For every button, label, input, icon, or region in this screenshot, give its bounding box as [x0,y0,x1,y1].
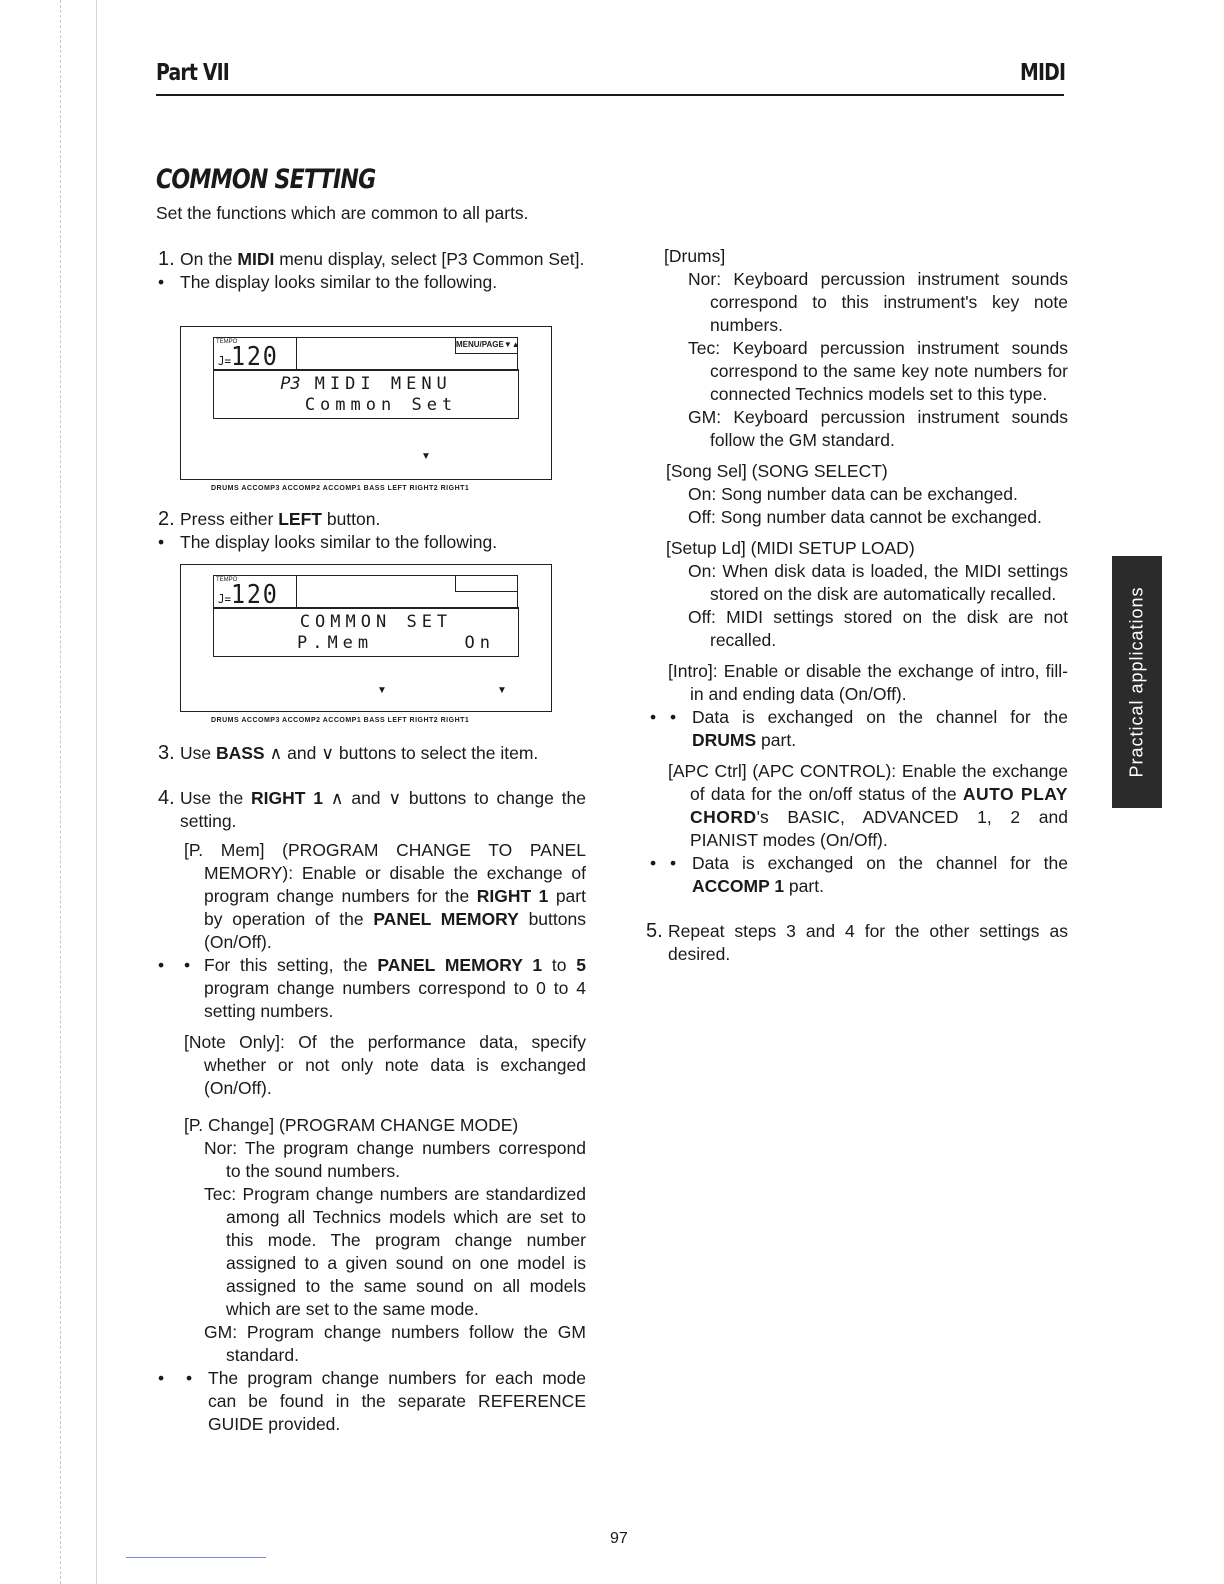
step-2-bullet: • The display looks similar to the following. [156,531,586,554]
step-4: 4. Use the RIGHT 1 ∧ and ∨ buttons to change the setting. [158,787,586,831]
lcd-main-area [213,607,519,657]
down-arrow-icon: ▼ [421,451,431,462]
menu-page-indicator: MENU/PAGE▼▲ [455,337,518,354]
step-1-bullet: • The display looks similar to the following. [156,271,586,294]
step-2: 2. Press either LEFT button. [158,508,381,530]
pchange-gm: GM: Program change numbers follow the GM standard. [204,1322,586,1365]
pchange-heading: [P. Change] (PROGRAM CHANGE MODE) [184,1115,519,1135]
part-labels: DRUMS ACCOMP3 ACCOMP2 ACCOMP1 BASS LEFT RIGHT2 RIGHT1 [211,717,470,724]
page-number: 97 [610,1530,628,1547]
page-indicator: P3 [280,374,301,394]
left-column-step2 [156,508,586,554]
tempo-value: 120 [231,580,279,610]
header-rule [156,94,1064,96]
apc-bullet: • • Data is exchanged on the channel for the ACCOMP 1 part. [648,852,1068,898]
step-5: 5. Repeat steps 3 and 4 for the other settings as desired. [646,920,1068,964]
section-title: COMMON SETTING [156,164,376,195]
drums-gm: GM: Keyboard percussion instrument sounds follow the GM standard. [688,407,1068,450]
lcd-display-midi-menu [180,326,552,492]
step-3: 3. Use BASS ∧ and ∨ buttons to select the item. [158,742,539,764]
song-sel-off: Off: Song number data cannot be exchanged. [688,507,1042,527]
intro-item-bullet: • • Data is exchanged on the channel for the DRUMS part. [648,706,1068,752]
intro-item-description: [Intro]: Enable or disable the exchange of intro, fill-in and ending data (On/Off). [668,661,1068,704]
side-tab [1112,556,1162,808]
step-1: 1. On the MIDI menu display, select [P3 Common Set]. [158,248,585,270]
setup-ld-off: Off: MIDI settings stored on the disk are not recalled. [688,607,1068,650]
lcd-line-1: MIDI MENU [314,374,452,394]
pchange-nor: Nor: The program change numbers correspond to the sound numbers. [204,1138,586,1181]
pmem-description: [P. Mem] (PROGRAM CHANGE TO PANEL MEMORY): Enable or disable the exchange of program change numbers for the RIGHT 1 part by operation of the PANEL MEMORY buttons (On/Off). [184,840,586,952]
song-sel-heading: [Song Sel] (SONG SELECT) [666,461,888,481]
setup-ld-on: On: When disk data is loaded, the MIDI settings stored on the disk are automatically recalled. [688,561,1068,604]
binding-guide-line [60,0,61,1584]
drums-nor: Nor: Keyboard percussion instrument sounds correspond to this instrument's key note numbers. [688,269,1068,335]
setup-ld-heading: [Setup Ld] (MIDI SETUP LOAD) [666,538,915,558]
lcd-line-1: COMMON SET [299,612,453,632]
lcd-display-common-set [180,564,552,724]
part-labels: DRUMS ACCOMP3 ACCOMP2 ACCOMP1 BASS LEFT RIGHT2 RIGHT1 [211,485,470,492]
left-column [156,248,586,294]
apc-description: [APC Ctrl] (APC CONTROL): Enable the exchange of data for the on/off status of the AUTO PLAY CHORD's BASIC, ADVANCED 1, 2 and PIANIST modes (On/Off). [668,761,1068,850]
header-part: Part VII [156,60,230,86]
left-column-steps-3-4 [156,742,586,1436]
page-edge-line [96,0,97,1584]
tempo-value: 120 [231,342,279,372]
pchange-bullet: • • The program change numbers for each mode can be found in the separate REFERENCE GUIDE provided. [156,1367,586,1436]
step-number: 1. [158,248,175,270]
pchange-tec: Tec: Program change numbers are standardized among all Technics models which are set to this mode. The program change number assigned to a given sound on one model is assigned to the same sound on all models which are set to the same mode. [204,1184,586,1319]
song-sel-on: On: Song number data can be exchanged. [688,484,1018,504]
lcd-line-2: P.Mem On [296,633,496,653]
pmem-bullet: • • For this setting, the PANEL MEMORY 1 to 5 program change numbers correspond to 0 to 4 setting numbers. [156,954,586,1023]
intro-text: Set the functions which are common to all parts. [156,203,529,223]
lcd-main-area [213,369,519,419]
down-arrow-icon: ▼ [377,685,387,696]
note-only-description: [Note Only]: Of the performance data, specify whether or not only note data is exchanged (On/Off). [184,1032,586,1098]
lcd-line-2: Common Set [304,395,458,415]
tempo-box: TEMPO J=120 [213,575,297,609]
side-tab-label: Practical applications [1126,586,1147,778]
down-arrow-icon: ▼ [497,685,507,696]
drums-heading: [Drums] [664,246,726,266]
header-section: MIDI [1020,60,1066,86]
drums-tec: Tec: Keyboard percussion instrument sounds correspond to the same key note numbers for connected Technics models set to this type. [688,338,1068,404]
right-column [648,245,1068,966]
tempo-box: TEMPO J=120 [213,337,297,371]
footer-line [126,1557,266,1558]
